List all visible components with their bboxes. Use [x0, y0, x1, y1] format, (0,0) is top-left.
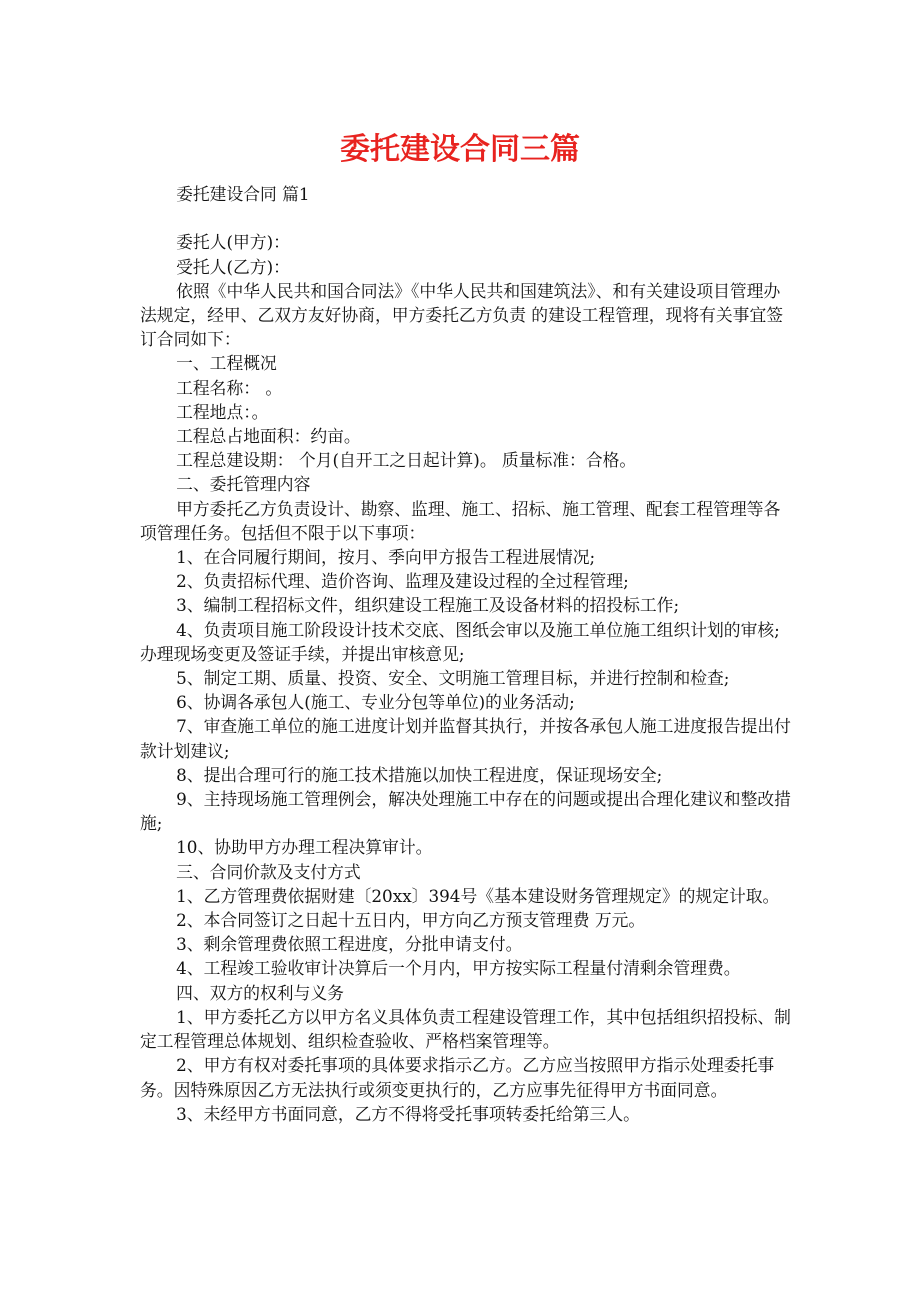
document-title: 委托建设合同三篇	[340, 132, 580, 167]
list-item: 1、在合同履行期间，按月、季向甲方报告工程进展情况;	[176, 547, 596, 568]
paragraph: 依照《中华人民共和国合同法》《中华人民共和国建筑法》、和有关建设项目管理办法规定，经甲、乙双方友好协商，甲方委托乙方负责 的建设工程管理，现将有关事宜签订合同如下：	[140, 280, 784, 350]
list-item: 4、负责项目施工阶段设计技术交底、图纸会审以及施工单位施工组织计划的审核;办理现场变更及签证手续，并提出审核意见;	[140, 619, 780, 664]
list-item: 3、未经甲方书面同意，乙方不得将受托事项转委托给第三人。	[176, 1103, 640, 1124]
list-item: 10、协助甲方办理工程决算审计。	[176, 837, 433, 858]
section-heading: 四、双方的权利与义务	[176, 982, 344, 1003]
list-item: 6、协调各承包人(施工、专业分包等单位)的业务活动;	[176, 692, 575, 713]
list-item: 1、甲方委托乙方以甲方名义具体负责工程建设管理工作，其中包括组织招投标、制定工程管理总体规划、组织检查验收、严格档案管理等。	[140, 1006, 791, 1052]
list-item: 5、制定工期、质量、投资、安全、文明施工管理目标，并进行控制和检查;	[176, 668, 730, 689]
paragraph: 委托人(甲方)：	[176, 232, 290, 253]
list-item: 4、工程竣工验收审计决算后一个月内，甲方按实际工程量付清剩余管理费。	[176, 958, 741, 979]
list-item: 2、本合同签订之日起十五日内，甲方向乙方预支管理费 万元。	[176, 910, 646, 931]
list-item: 1、乙方管理费依据财建〔20xx〕394号《基本建设财务管理规定》的规定计取。	[176, 885, 780, 906]
paragraph: 工程总占地面积：约亩。	[176, 426, 361, 447]
paragraph: 委托建设合同 篇1	[176, 184, 310, 204]
list-item: 2、负责招标代理、造价咨询、监理及建设过程的全过程管理;	[176, 571, 629, 592]
paragraph: 工程地点：。	[176, 401, 269, 422]
blank-line	[140, 206, 792, 230]
paragraph: 工程名称： 。	[176, 377, 283, 398]
document-body	[140, 182, 792, 1126]
paragraph: 甲方委托乙方负责设计、勘察、监理、施工、招标、施工管理、配套工程管理等各项管理任务。包括但不限于以下事项：	[140, 498, 781, 543]
list-item: 3、编制工程招标文件，组织建设工程施工及设备材料的招投标工作;	[176, 595, 680, 616]
section-heading: 一、工程概况	[176, 353, 277, 374]
list-item: 3、剩余管理费依照工程进度，分批申请支付。	[176, 934, 523, 955]
section-heading: 三、合同价款及支付方式	[176, 861, 361, 882]
list-item: 8、提出合理可行的施工技术措施以加快工程进度，保证现场安全;	[176, 764, 663, 785]
list-item: 2、甲方有权对委托事项的具体要求指示乙方。乙方应当按照甲方指示处理委托事务。因特殊原因乙方无法执行或须变更执行的，乙方应事先征得甲方书面同意。	[140, 1055, 775, 1100]
section-heading: 二、委托管理内容	[176, 474, 311, 495]
list-item: 9、主持现场施工管理例会，解决处理施工中存在的问题或提出合理化建议和整改措施;	[140, 789, 791, 834]
paragraph: 工程总建设期： 个月(自开工之日起计算)。 质量标准：合格。	[176, 450, 637, 471]
paragraph: 受托人(乙方)：	[176, 256, 290, 277]
list-item: 7、审查施工单位的施工进度计划并监督其执行，并按各承包人施工进度报告提出付款计划建议;	[140, 716, 791, 761]
